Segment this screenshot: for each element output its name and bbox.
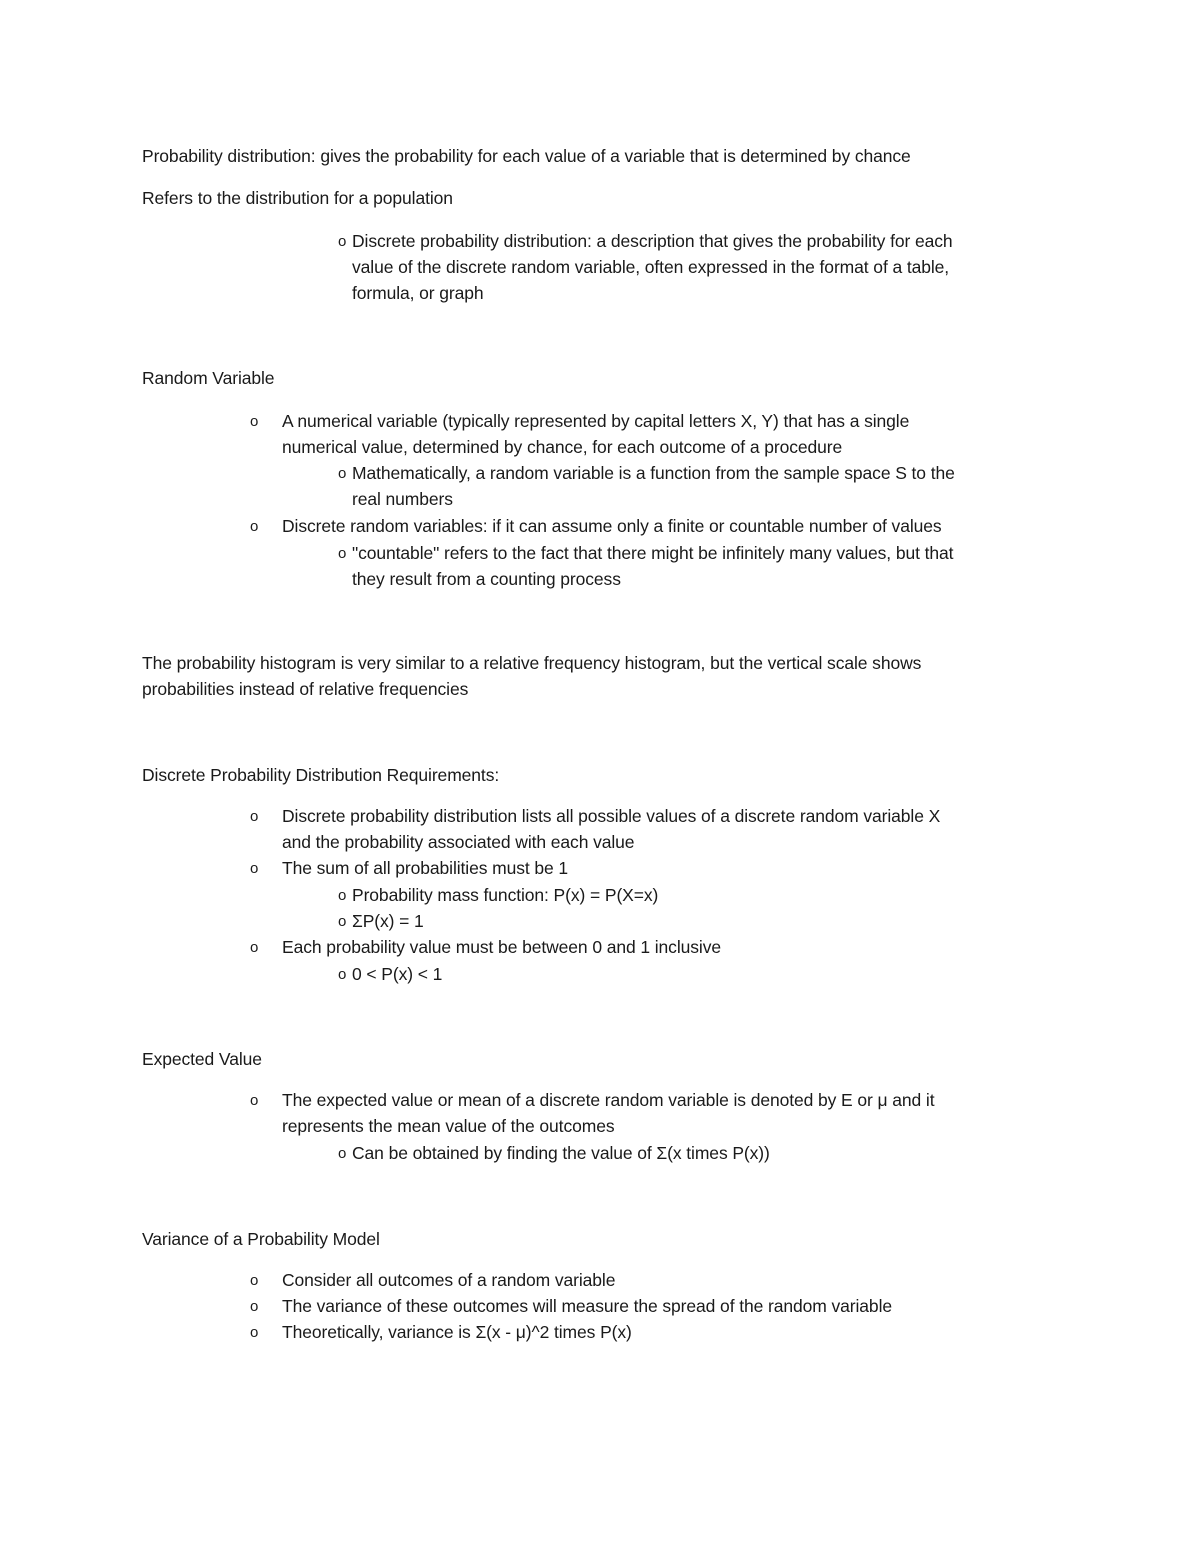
bullet-marker: o [250, 1272, 259, 1289]
bullet-marker: o [250, 939, 259, 956]
sub-bullet-text: Mathematically, a random variable is a function from the sample space S to the [352, 463, 955, 483]
bullet-text: formula, or graph [352, 283, 484, 303]
bullet-marker: o [250, 518, 259, 535]
histogram-note-line: The probability histogram is very similar to a relative frequency histogram, but the vertical scale shows [142, 653, 922, 673]
bullet-marker: o [338, 233, 347, 250]
bullet-text: Discrete probability distribution: a description that gives the probability for each [352, 231, 953, 251]
sub-bullet-marker: o [338, 465, 347, 482]
bullet-text: value of the discrete random variable, often expressed in the format of a table, [352, 257, 950, 277]
sub-bullet-text: they result from a counting process [352, 569, 621, 589]
bullet-text: The sum of all probabilities must be 1 [282, 858, 569, 878]
bullet-text: Consider all outcomes of a random variable [282, 1270, 616, 1290]
bullet-text: Each probability value must be between 0 and 1 inclusive [282, 937, 721, 957]
sub-bullet-marker: o [338, 913, 347, 930]
bullet-text: and the probability associated with each value [282, 832, 635, 852]
bullet-text: A numerical variable (typically represented by capital letters X, Y) that has a single [282, 411, 910, 431]
sub-bullet-text: Can be obtained by finding the value of Σ(x times P(x)) [352, 1143, 770, 1163]
bullet-text: The expected value or mean of a discrete random variable is denoted by E or μ and it [282, 1090, 935, 1110]
sub-bullet-text: real numbers [352, 489, 453, 509]
bullet-marker: o [250, 1298, 259, 1315]
bullet-text: The variance of these outcomes will measure the spread of the random variable [282, 1296, 892, 1316]
bullet-text: Discrete random variables: if it can assume only a finite or countable number of values [282, 516, 942, 536]
sub-bullet-marker: o [338, 545, 347, 562]
sub-bullet-marker: o [338, 1145, 347, 1162]
bullet-text: Theoretically, variance is Σ(x - μ)^2 times P(x) [282, 1322, 632, 1342]
bullet-marker: o [250, 808, 259, 825]
section-heading: Expected Value [142, 1049, 262, 1069]
section-heading: Variance of a Probability Model [142, 1229, 380, 1249]
section-heading: Random Variable [142, 368, 275, 388]
bullet-text: represents the mean value of the outcomes [282, 1116, 615, 1136]
sub-bullet-marker: o [338, 887, 347, 904]
definition-line: Probability distribution: gives the probability for each value of a variable that is determined by chance [142, 146, 911, 166]
sub-bullet-marker: o [338, 966, 347, 983]
bullet-marker: o [250, 860, 259, 877]
bullet-marker: o [250, 413, 259, 430]
bullet-text: Discrete probability distribution lists all possible values of a discrete random variable X [282, 806, 941, 826]
histogram-note-line: probabilities instead of relative frequencies [142, 679, 469, 699]
refers-line: Refers to the distribution for a population [142, 188, 453, 208]
sub-bullet-text: 0 < P(x) < 1 [352, 964, 443, 984]
sub-bullet-text: "countable" refers to the fact that there might be infinitely many values, but that [352, 543, 954, 563]
bullet-marker: o [250, 1324, 259, 1341]
sub-bullet-text: ΣP(x) = 1 [352, 911, 424, 931]
sub-bullet-text: Probability mass function: P(x) = P(X=x) [352, 885, 659, 905]
bullet-text: numerical value, determined by chance, for each outcome of a procedure [282, 437, 843, 457]
section-heading: Discrete Probability Distribution Requirements: [142, 765, 500, 785]
bullet-marker: o [250, 1092, 259, 1109]
